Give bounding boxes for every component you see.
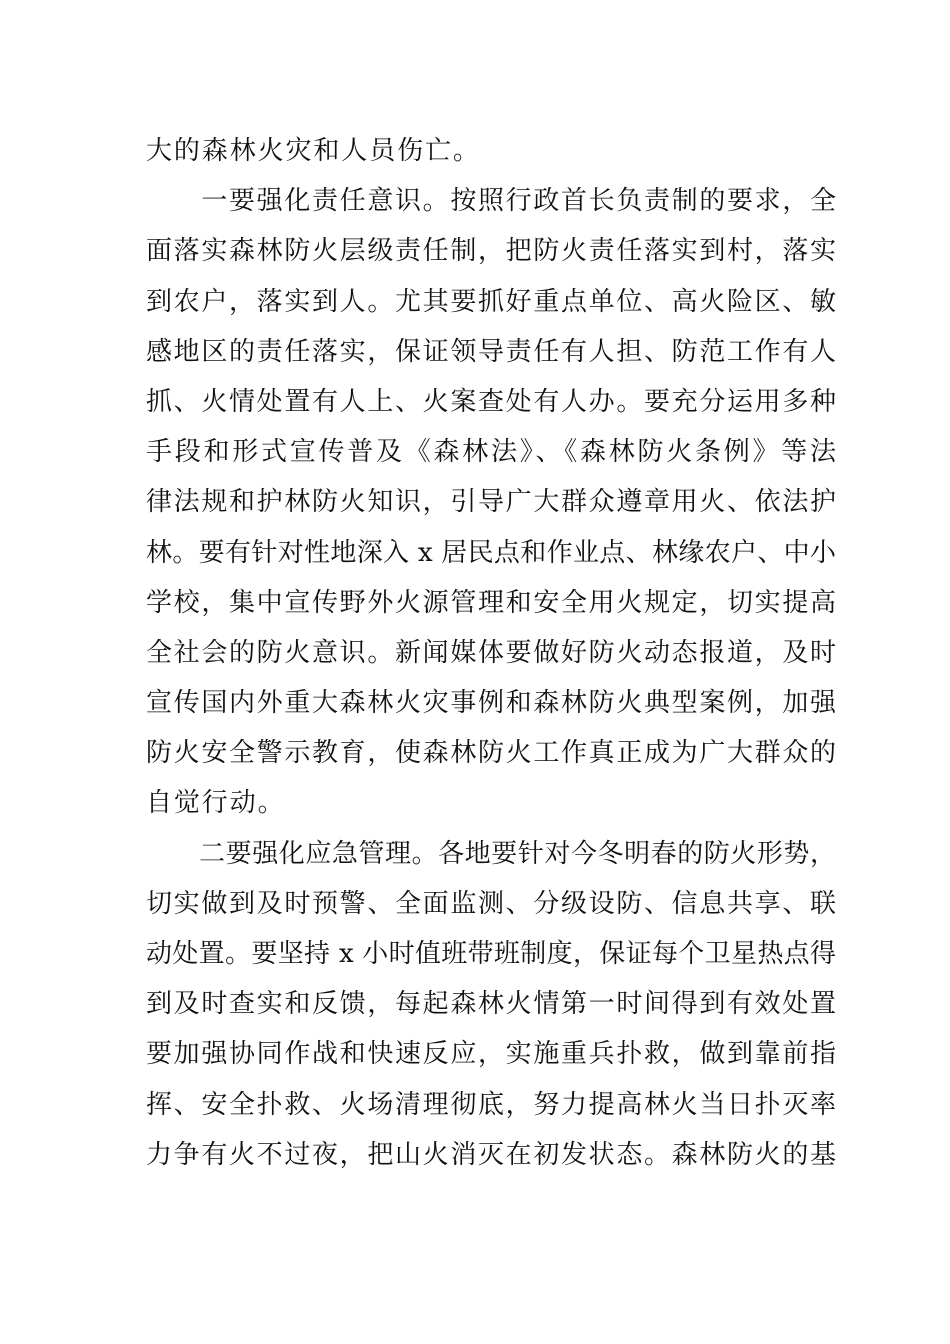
text-line: 学校，集中宣传野外火源管理和安全用火规定，切实提高 bbox=[146, 587, 836, 618]
text-line: 感地区的责任落实，保证领导责任有人担、防范工作有人 bbox=[146, 336, 836, 367]
text-line: 面落实森林防火层级责任制，把防火责任落实到村，落实 bbox=[146, 236, 836, 267]
text-line: 切实做到及时预警、全面监测、分级设防、信息共享、联 bbox=[146, 888, 836, 919]
text-line: 林。要有针对性地深入 x 居民点和作业点、林缘农户、中小 bbox=[146, 537, 836, 568]
text-line: 挥、安全扑救、火场清理彻底，努力提高林火当日扑灭率 bbox=[146, 1089, 836, 1120]
text-line: 力争有火不过夜，把山火消灭在初发状态。森林防火的基 bbox=[146, 1139, 836, 1170]
text-line: 一要强化责任意识。按照行政首长负责制的要求，全 bbox=[146, 186, 836, 217]
text-line: 动处置。要坚持 x 小时值班带班制度，保证每个卫星热点得 bbox=[146, 939, 836, 969]
text-line: 二要强化应急管理。各地要针对今冬明春的防火形势， bbox=[146, 838, 836, 869]
text-line: 自觉行动。 bbox=[146, 788, 286, 819]
text-line: 宣传国内外重大森林火灾事例和森林防火典型案例，加强 bbox=[146, 688, 836, 719]
text-line: 手段和形式宣传普及《森林法》、《森林防火条例》等法 bbox=[146, 437, 836, 468]
text-line: 要加强协同作战和快速反应，实施重兵扑救，做到靠前指 bbox=[146, 1039, 836, 1070]
text-line: 到农户，落实到人。尤其要抓好重点单位、高火险区、敏 bbox=[146, 286, 836, 317]
text-line: 抓、火情处置有人上、火案查处有人办。要充分运用多种 bbox=[146, 386, 836, 417]
text-line: 律法规和护林防火知识，引导广大群众遵章用火、依法护 bbox=[146, 487, 836, 518]
text-line: 全社会的防火意识。新闻媒体要做好防火动态报道，及时 bbox=[146, 637, 836, 668]
body-text bbox=[146, 126, 836, 1180]
text-line: 防火安全警示教育，使森林防火工作真正成为广大群众的 bbox=[146, 738, 836, 769]
text-line: 到及时查实和反馈，每起森林火情第一时间得到有效处置 bbox=[146, 989, 836, 1020]
text-line: 大的森林火灾和人员伤亡。 bbox=[146, 136, 481, 166]
